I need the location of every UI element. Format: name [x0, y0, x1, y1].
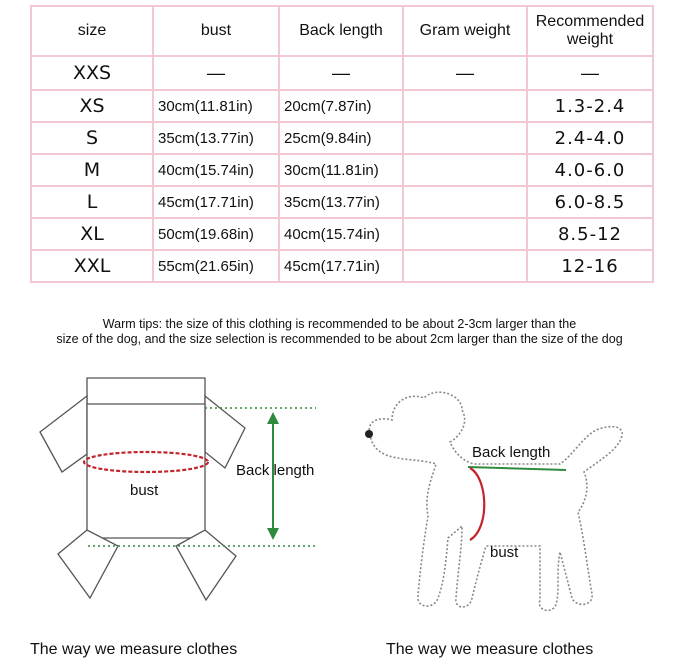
dog-nose-icon — [365, 430, 373, 438]
header-recommended-weight: Recommended weight — [527, 6, 653, 56]
warm-tips — [0, 317, 679, 347]
garment-bust-label: bust — [130, 482, 159, 499]
cell-size: L — [31, 186, 153, 218]
cell-back-length: 40cm(15.74in) — [279, 218, 403, 250]
cell-gram-weight — [403, 154, 527, 186]
cell-back-length: 35cm(13.77in) — [279, 186, 403, 218]
cell-gram-weight — [403, 250, 527, 282]
garment-left-sleeve — [40, 396, 87, 472]
table-row — [31, 90, 653, 122]
cell-gram-weight — [403, 90, 527, 122]
cell-size: XXL — [31, 250, 153, 282]
cell-size: XS — [31, 90, 153, 122]
cell-recommended-weight: 6.0-8.5 — [527, 186, 653, 218]
table-row — [31, 218, 653, 250]
cell-gram-weight — [403, 186, 527, 218]
cell-recommended-weight: 2.4-4.0 — [527, 122, 653, 154]
cell-bust: 40cm(15.74in) — [153, 154, 279, 186]
cell-recommended-weight: 1.3-2.4 — [527, 90, 653, 122]
cell-size: S — [31, 122, 153, 154]
dog-outline — [369, 392, 622, 610]
cell-size: M — [31, 154, 153, 186]
garment-left-leg — [58, 530, 118, 598]
dog-bust-line — [470, 468, 484, 540]
cell-back-length: 20cm(7.87in) — [279, 90, 403, 122]
header-gram-weight: Gram weight — [403, 6, 527, 56]
right-caption: The way we measure clothes — [386, 641, 594, 658]
arrow-up-icon — [267, 412, 279, 424]
cell-back-length: 25cm(9.84in) — [279, 122, 403, 154]
cell-size: XXS — [31, 56, 153, 90]
cell-gram-weight — [403, 122, 527, 154]
cell-bust: 55cm(21.65in) — [153, 250, 279, 282]
header-bust: bust — [153, 6, 279, 56]
table-row — [31, 154, 653, 186]
measurement-diagrams — [0, 360, 679, 640]
cell-back-length: 30cm(11.81in) — [279, 154, 403, 186]
table-row — [31, 250, 653, 282]
garment-right-leg — [176, 530, 236, 600]
cell-recommended-weight: 12-16 — [527, 250, 653, 282]
warm-tips-line-2: size of the dog, and the size selection is recommended to be about 2cm larger than the size of the dog — [56, 332, 623, 346]
cell-bust: 35cm(13.77in) — [153, 122, 279, 154]
dog-illustration — [369, 392, 622, 610]
cell-recommended-weight: 4.0-6.0 — [527, 154, 653, 186]
warm-tips-line-1: Warm tips: the size of this clothing is recommended to be about 2-3cm larger than the — [102, 317, 577, 331]
cell-bust: — — [153, 56, 279, 90]
cell-back-length: 45cm(17.71in) — [279, 250, 403, 282]
cell-bust: 50cm(19.68in) — [153, 218, 279, 250]
cell-back-length: — — [279, 56, 403, 90]
dog-bust-label: bust — [490, 544, 519, 561]
dog-back-length-label: Back length — [472, 444, 551, 461]
cell-gram-weight — [403, 218, 527, 250]
cell-size: XL — [31, 218, 153, 250]
cell-bust: 30cm(11.81in) — [153, 90, 279, 122]
header-back-length: Back length — [279, 6, 403, 56]
table-row — [31, 56, 653, 90]
cell-gram-weight: — — [403, 56, 527, 90]
cell-recommended-weight: 8.5-12 — [527, 218, 653, 250]
size-chart-table — [30, 5, 654, 283]
cell-recommended-weight: — — [527, 56, 653, 90]
cell-bust: 45cm(17.71in) — [153, 186, 279, 218]
garment-right-sleeve — [205, 396, 245, 468]
table-row — [31, 186, 653, 218]
left-caption: The way we measure clothes — [30, 641, 238, 658]
arrow-down-icon — [267, 528, 279, 540]
table-header-row — [31, 6, 653, 56]
table-row — [31, 122, 653, 154]
garment-back-length-label: Back length — [236, 462, 315, 479]
garment-body — [87, 404, 205, 538]
header-size: size — [31, 6, 153, 56]
dog-back-length-line — [468, 467, 566, 470]
